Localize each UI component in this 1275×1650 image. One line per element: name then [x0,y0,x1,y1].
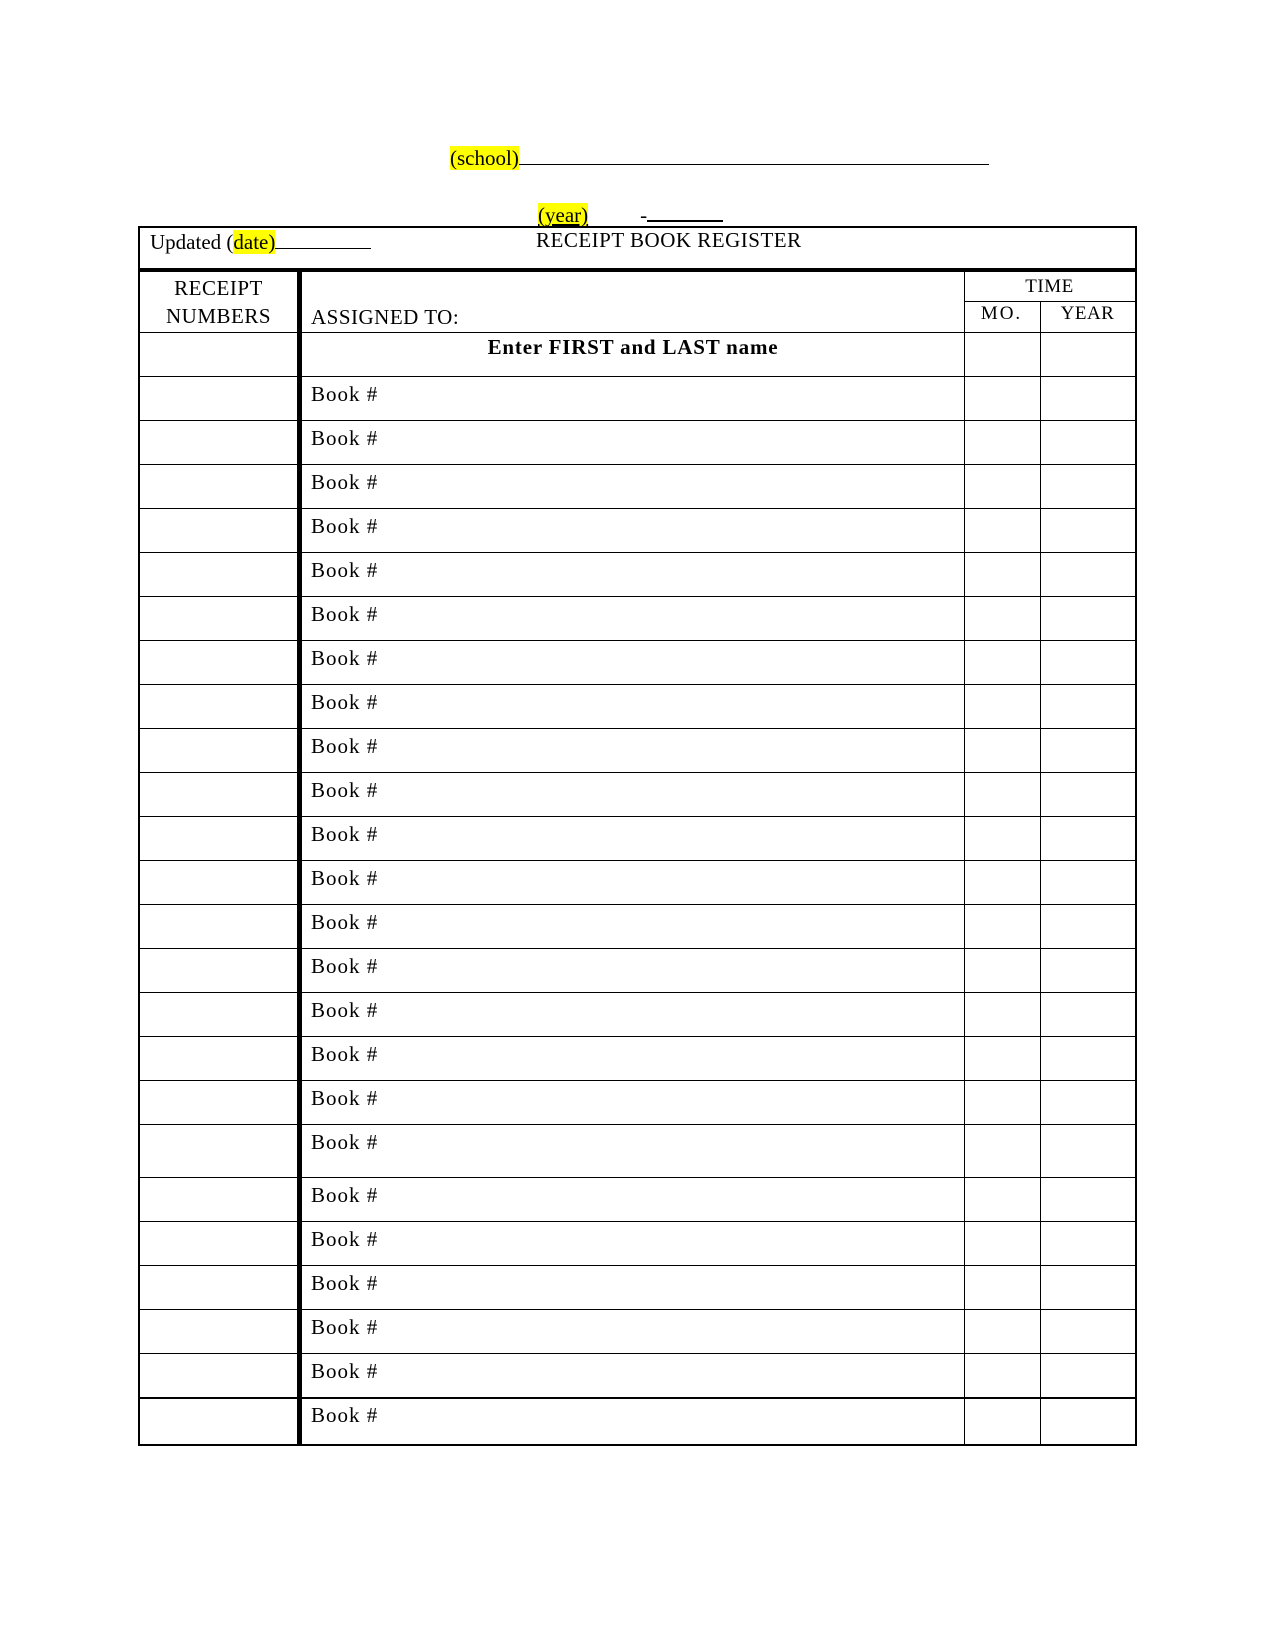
year-cell[interactable] [1040,684,1137,728]
assigned-to-cell[interactable] [302,904,964,948]
year-cell[interactable] [1040,1036,1137,1080]
receipt-number-cell[interactable] [138,1080,297,1124]
col-header-month: MO. [980,303,1023,324]
receipt-number-cell[interactable] [138,860,297,904]
book-number-label: Book # [311,646,379,670]
school-field[interactable] [450,142,989,171]
year-separator: - [640,203,648,227]
assigned-to-cell[interactable] [302,1036,964,1080]
receipt-number-cell[interactable] [138,508,297,552]
year-cell[interactable] [1040,772,1137,816]
month-cell[interactable] [964,816,1040,860]
year-cell[interactable] [1040,420,1137,464]
month-cell[interactable] [964,1397,1040,1446]
year-cell[interactable] [1040,1221,1137,1265]
col-header-time: TIME [1025,276,1074,297]
updated-date-label: date) [233,230,276,254]
month-cell[interactable] [964,1309,1040,1353]
updated-field[interactable] [150,228,371,255]
enter-name-instruction: Enter FIRST and LAST name [487,335,779,359]
assigned-to-cell[interactable] [302,376,964,420]
receipt-number-cell[interactable] [138,552,297,596]
col-header-year: YEAR [1060,303,1115,324]
book-number-label: Book # [311,426,379,450]
month-cell[interactable] [964,1353,1040,1397]
year-cell[interactable] [1040,1309,1137,1353]
month-cell[interactable] [964,904,1040,948]
assigned-to-cell[interactable] [302,1397,964,1446]
receipt-number-cell[interactable] [138,1353,297,1397]
receipt-number-cell[interactable] [138,1124,297,1177]
receipt-number-cell[interactable] [138,992,297,1036]
assigned-to-cell[interactable] [302,552,964,596]
month-cell[interactable] [964,420,1040,464]
month-cell[interactable] [964,508,1040,552]
receipt-number-cell[interactable] [138,948,297,992]
year-cell[interactable] [1040,552,1137,596]
book-number-label: Book # [311,866,379,890]
receipt-number-cell[interactable] [138,1036,297,1080]
receipt-number-cell[interactable] [138,1397,297,1446]
book-number-label: Book # [311,1042,379,1066]
col-header-receipt-line1: RECEIPT [174,276,263,300]
year-cell[interactable] [1040,1397,1137,1446]
assigned-to-cell[interactable] [302,772,964,816]
month-cell[interactable] [964,376,1040,420]
month-cell[interactable] [964,992,1040,1036]
year-label: (year) [538,203,589,227]
book-number-label: Book # [311,1271,379,1295]
month-cell[interactable] [964,596,1040,640]
year-cell[interactable] [1040,1265,1137,1309]
book-number-label: Book # [311,470,379,494]
month-cell[interactable] [964,1080,1040,1124]
month-cell[interactable] [964,684,1040,728]
assigned-to-cell[interactable] [302,992,964,1036]
assigned-to-cell[interactable] [302,1080,964,1124]
assigned-to-cell[interactable] [302,1221,964,1265]
receipt-number-cell[interactable] [138,728,297,772]
book-number-label: Book # [311,1227,379,1251]
receipt-number-cell[interactable] [138,904,297,948]
year-field[interactable] [538,198,723,228]
book-number-label: Book # [311,1086,379,1110]
year-cell[interactable] [1040,860,1137,904]
assigned-to-cell[interactable] [302,948,964,992]
book-number-label: Book # [311,1130,379,1154]
month-cell[interactable] [964,640,1040,684]
year-blank-line[interactable] [647,198,723,222]
receipt-number-cell[interactable] [138,1221,297,1265]
book-number-label: Book # [311,954,379,978]
year-cell[interactable] [1040,948,1137,992]
assigned-to-cell[interactable] [302,816,964,860]
month-cell[interactable] [964,1177,1040,1221]
assigned-to-cell[interactable] [302,1177,964,1221]
receipt-number-cell[interactable] [138,1177,297,1221]
school-blank-line[interactable] [519,142,989,165]
updated-blank-line[interactable] [275,228,371,249]
month-cell[interactable] [964,1124,1040,1177]
col-header-receipt-line2: NUMBERS [165,304,272,328]
header-divider [138,332,1137,333]
year-cell[interactable] [1040,904,1137,948]
year-cell[interactable] [1040,508,1137,552]
year-cell[interactable] [1040,992,1137,1036]
receipt-number-cell[interactable] [138,464,297,508]
receipt-number-cell[interactable] [138,772,297,816]
month-cell[interactable] [964,552,1040,596]
col-header-assigned: ASSIGNED TO: [311,305,460,329]
assigned-to-cell[interactable] [302,684,964,728]
assigned-to-cell[interactable] [302,728,964,772]
receipt-number-cell[interactable] [138,1309,297,1353]
month-cell[interactable] [964,860,1040,904]
year-cell[interactable] [1040,728,1137,772]
assigned-to-cell[interactable] [302,596,964,640]
book-number-label: Book # [311,1359,379,1383]
year-cell[interactable] [1040,1124,1137,1177]
book-number-label: Book # [311,778,379,802]
receipt-number-cell[interactable] [138,684,297,728]
updated-prefix: Updated ( [150,230,234,254]
year-cell[interactable] [1040,1177,1137,1221]
book-number-label: Book # [311,998,379,1022]
book-number-label: Book # [311,382,379,406]
book-number-label: Book # [311,558,379,582]
assigned-to-cell[interactable] [302,1309,964,1353]
receipt-number-cell[interactable] [138,1265,297,1309]
year-cell[interactable] [1040,464,1137,508]
book-number-label: Book # [311,690,379,714]
receipt-number-cell[interactable] [138,376,297,420]
month-cell[interactable] [964,1221,1040,1265]
school-label: (school) [450,146,519,170]
book-number-label: Book # [311,734,379,758]
year-cell[interactable] [1040,596,1137,640]
month-cell[interactable] [964,464,1040,508]
year-cell[interactable] [1040,376,1137,420]
book-number-label: Book # [311,910,379,934]
book-number-label: Book # [311,514,379,538]
book-number-label: Book # [311,1183,379,1207]
receipt-number-cell[interactable] [138,816,297,860]
register-title: RECEIPT BOOK REGISTER [536,228,802,252]
month-cell[interactable] [964,772,1040,816]
year-cell[interactable] [1040,816,1137,860]
assigned-to-cell[interactable] [302,420,964,464]
month-cell[interactable] [964,948,1040,992]
assigned-to-cell[interactable] [302,464,964,508]
receipt-number-cell[interactable] [138,596,297,640]
assigned-to-cell[interactable] [302,508,964,552]
title-divider [138,268,1137,272]
assigned-to-cell[interactable] [302,860,964,904]
month-cell[interactable] [964,728,1040,772]
assigned-to-cell[interactable] [302,1124,964,1177]
month-cell[interactable] [964,1036,1040,1080]
year-cell[interactable] [1040,1353,1137,1397]
assigned-to-cell[interactable] [302,640,964,684]
book-number-label: Book # [311,822,379,846]
month-cell[interactable] [964,1265,1040,1309]
book-number-label: Book # [311,1403,379,1427]
year-cell[interactable] [1040,640,1137,684]
book-number-label: Book # [311,1315,379,1339]
book-number-label: Book # [311,602,379,626]
receipt-number-cell[interactable] [138,640,297,684]
time-subheader-divider [964,301,1137,302]
assigned-to-cell[interactable] [302,1353,964,1397]
assigned-to-cell[interactable] [302,1265,964,1309]
year-cell[interactable] [1040,1080,1137,1124]
receipt-number-cell[interactable] [138,420,297,464]
